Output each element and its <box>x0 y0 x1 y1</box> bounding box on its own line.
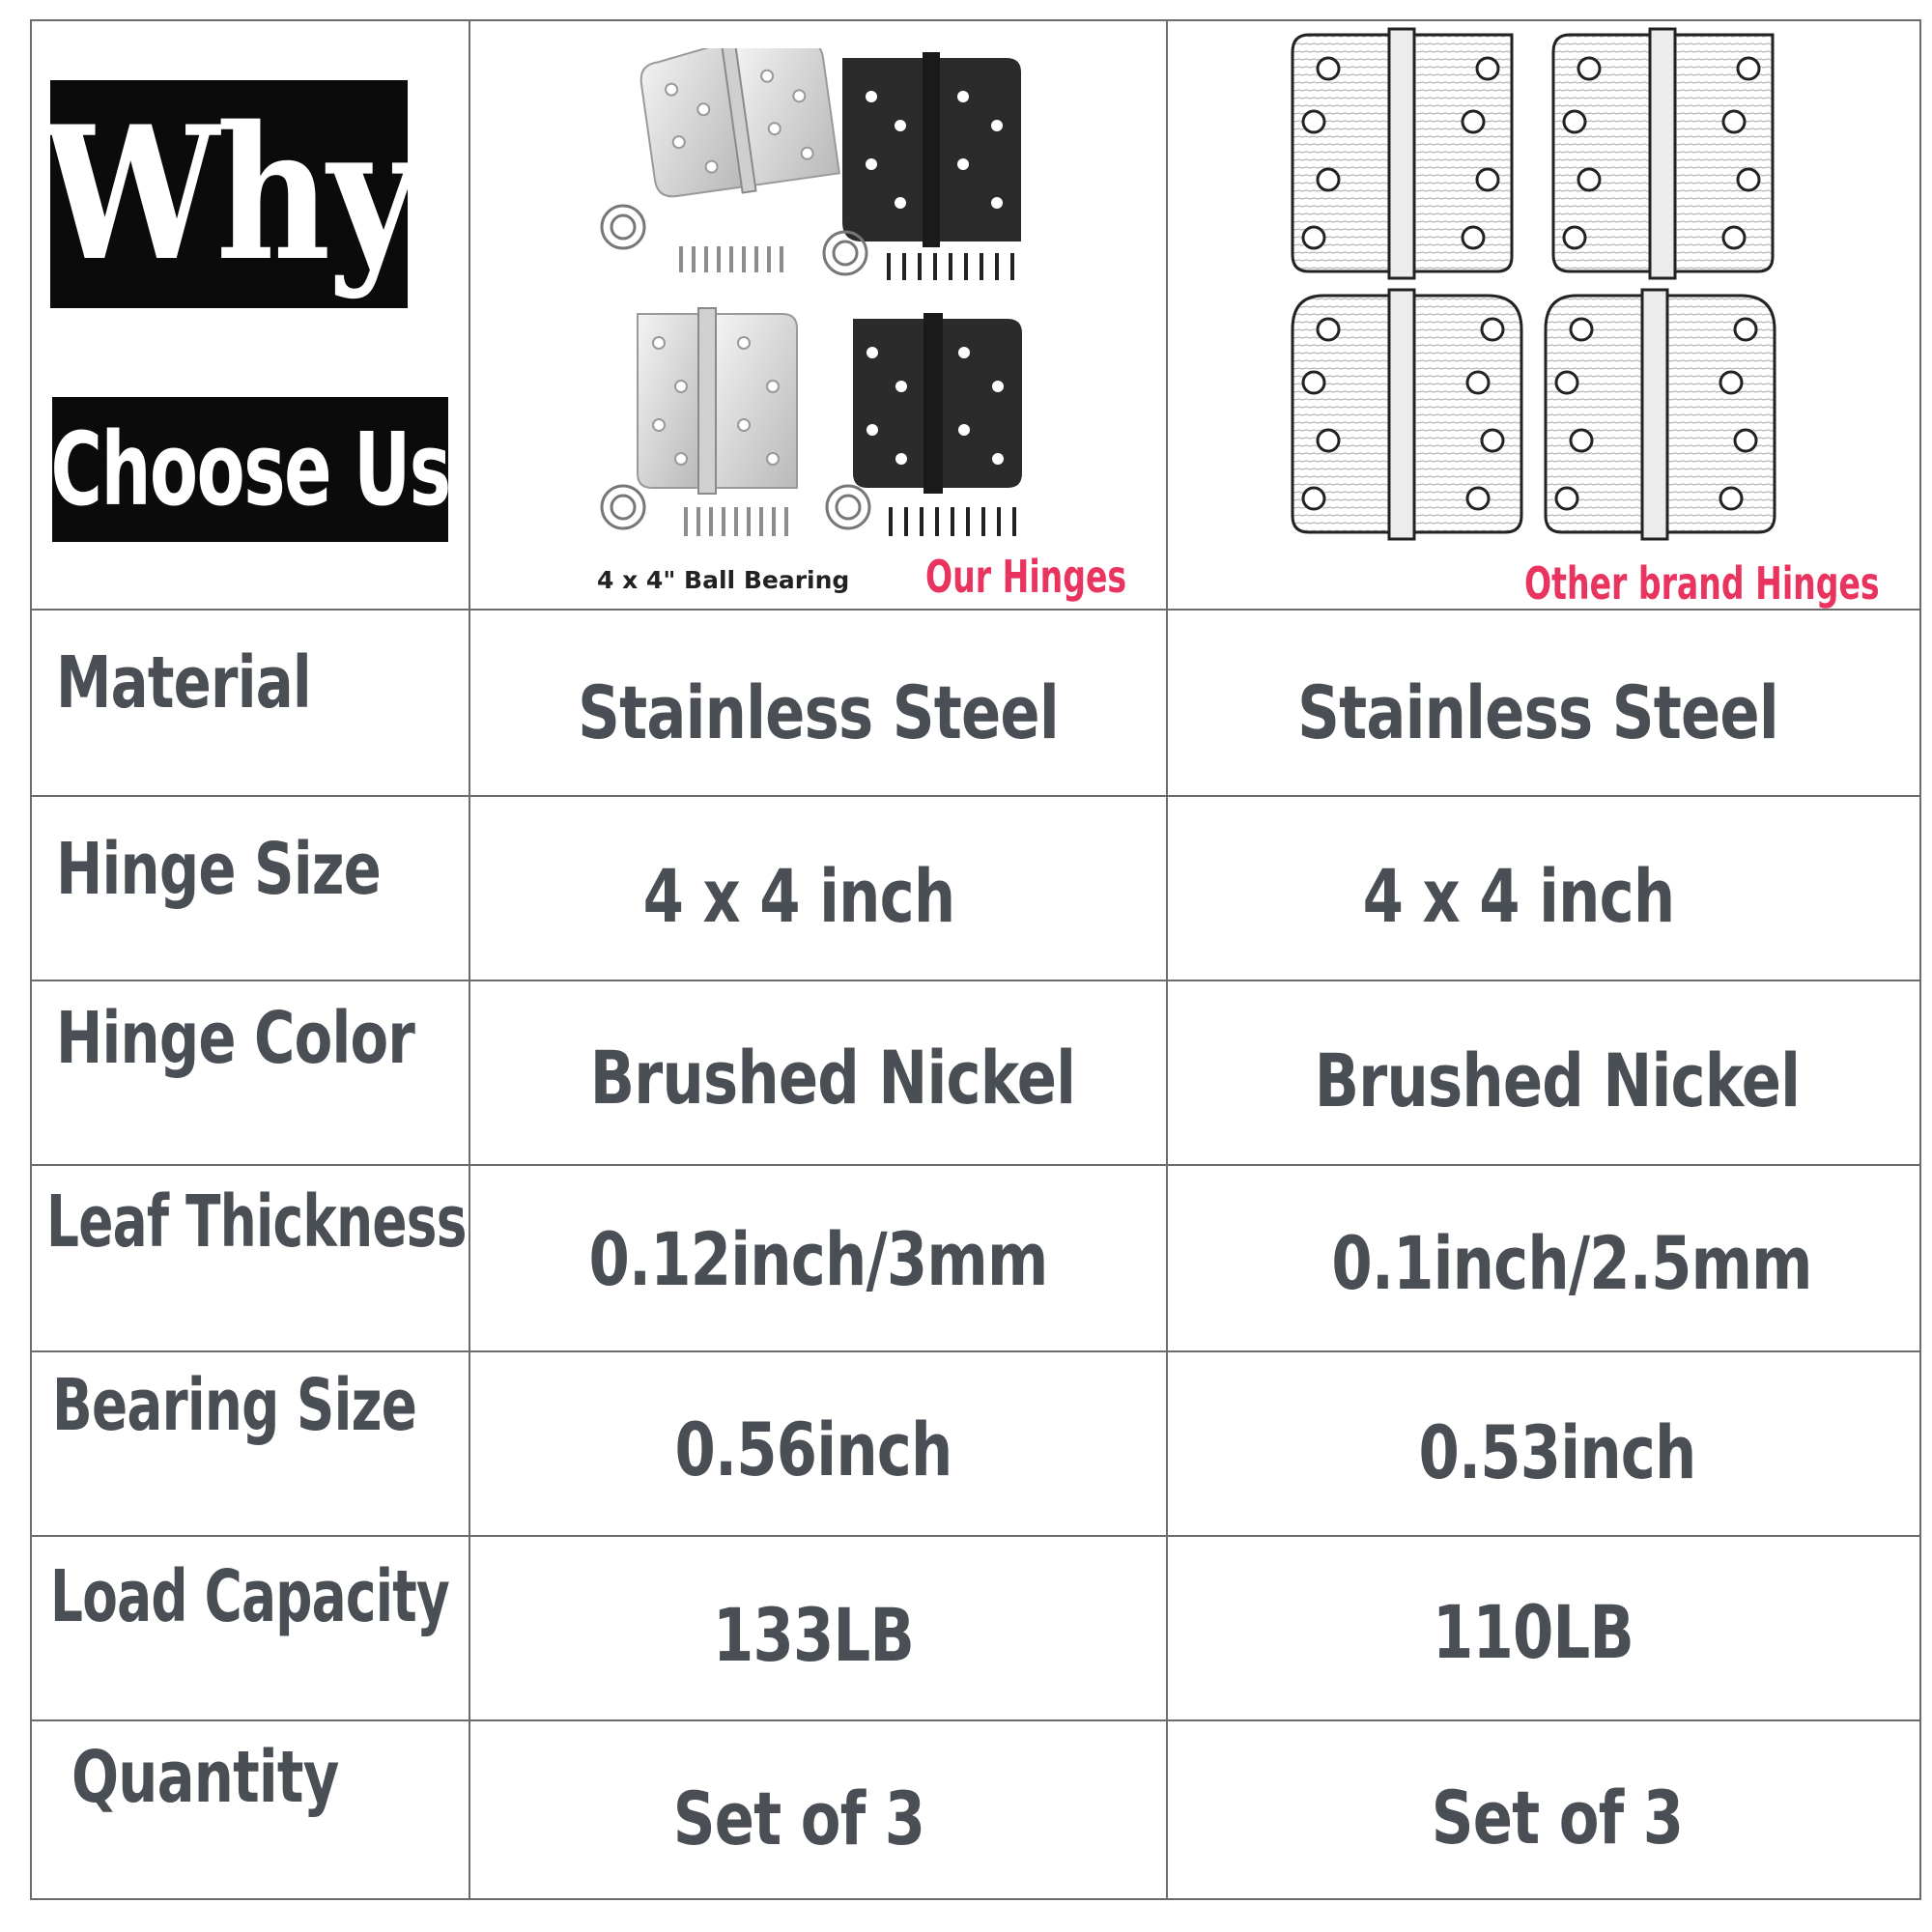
our-quantity-value: Set of 3 <box>672 1775 925 1861</box>
other-value-cell <box>1156 1559 1910 1704</box>
screw-icon <box>889 253 1012 280</box>
black-hinge-icon <box>853 313 1022 494</box>
line-art-hinge-icon <box>1293 29 1512 278</box>
row-label-cell <box>46 1150 467 1294</box>
line-art-hinge-icon <box>1293 290 1521 539</box>
row-label-material: Material <box>56 641 311 724</box>
choose-us-heading: Choose Us <box>50 411 450 528</box>
other-value-cell <box>1142 823 1895 968</box>
our-value-cell <box>466 1377 1161 1521</box>
our-value-cell <box>466 1562 1161 1707</box>
our-value-cell <box>485 1005 1180 1150</box>
line-art-hinge-icon <box>1546 290 1775 539</box>
why-heading: Why <box>42 86 416 301</box>
row-label-cell <box>71 1705 458 1850</box>
row-label-cell <box>56 797 462 942</box>
our-hinges-picture <box>580 48 1043 551</box>
screw-icon <box>686 507 786 536</box>
screw-icon <box>891 507 1014 536</box>
black-hinge-icon <box>842 52 1021 247</box>
our-value-cell <box>470 1186 1166 1331</box>
our-hinges-tag: Our Hinges <box>925 551 1127 603</box>
other-hinges-picture <box>1285 25 1903 566</box>
our-value-cell <box>451 1746 1147 1890</box>
other-hinge-size-value: 4 x 4 inch <box>1362 852 1675 939</box>
other-value-cell <box>1180 1745 1932 1889</box>
screw-icon <box>681 246 781 272</box>
our-value-cell <box>470 639 1166 784</box>
other-value-cell <box>1180 1379 1932 1524</box>
row-label-quantity: Quantity <box>71 1736 339 1819</box>
our-load-capacity-value: 133LB <box>713 1591 914 1678</box>
row-label-cell <box>50 1524 456 1669</box>
choose-us-banner <box>52 397 448 542</box>
row-label-hinge-color: Hinge Color <box>56 997 415 1080</box>
other-value-cell <box>1161 639 1915 784</box>
other-hinges-tag: Other brand Hinges <box>1524 557 1880 610</box>
table-border-top <box>30 19 1921 21</box>
our-leaf-thickness-value: 0.12inch/3mm <box>588 1215 1048 1302</box>
other-bearing-size-value: 0.53inch <box>1418 1408 1696 1495</box>
row-label-load-capacity: Load Capacity <box>50 1555 450 1638</box>
line-art-hinge-icon <box>1553 29 1773 278</box>
table-border-left <box>30 19 32 1900</box>
other-value-cell <box>1180 1008 1932 1152</box>
row-label-cell <box>56 966 462 1111</box>
row-label-cell <box>52 1333 458 1478</box>
other-material-value: Stainless Steel <box>1297 668 1778 755</box>
row-label-bearing-size: Bearing Size <box>52 1364 417 1447</box>
our-material-value: Stainless Steel <box>578 668 1059 755</box>
other-value-cell <box>1195 1190 1932 1335</box>
other-quantity-value: Set of 3 <box>1431 1774 1684 1861</box>
our-hinge-size-value: 4 x 4 inch <box>642 852 955 939</box>
our-hinge-color-value: Brushed Nickel <box>589 1034 1076 1121</box>
table-border-right <box>1919 19 1921 1900</box>
silver-hinge-icon <box>637 48 839 205</box>
table-border-bottom <box>30 1898 1921 1900</box>
why-banner <box>42 80 416 308</box>
silver-hinge-icon <box>638 308 797 494</box>
our-value-cell <box>451 823 1147 968</box>
our-hinges-caption: 4 x 4" Ball Bearing <box>597 566 850 594</box>
other-load-capacity-value: 110LB <box>1433 1588 1634 1675</box>
row-label-leaf-thickness: Leaf Thickness <box>46 1180 467 1264</box>
our-bearing-size-value: 0.56inch <box>674 1406 952 1492</box>
row-label-hinge-size: Hinge Size <box>56 828 382 911</box>
other-hinge-color-value: Brushed Nickel <box>1314 1037 1801 1123</box>
ball-bearing-icon <box>602 206 867 274</box>
other-leaf-thickness-value: 0.1inch/2.5mm <box>1331 1219 1812 1306</box>
row-label-cell <box>56 611 462 755</box>
